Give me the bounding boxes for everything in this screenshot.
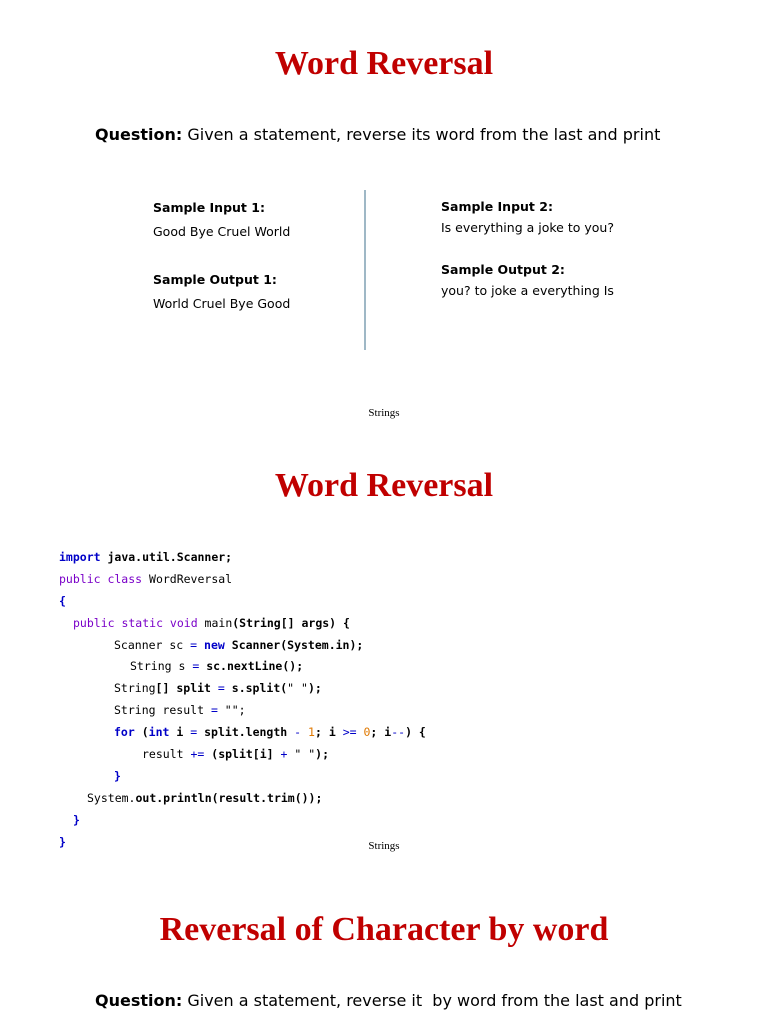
question-text: Given a statement, reverse its word from the last and print: [182, 125, 661, 144]
code-line: System.out.println(result.trim());: [87, 791, 323, 805]
slide1-title: Word Reversal: [274, 45, 494, 82]
slide3-title: Reversal of Character by word: [159, 911, 609, 948]
slide2-title: Word Reversal: [274, 467, 494, 504]
slide3-question: [95, 990, 682, 1012]
slide1-footer: Strings: [368, 407, 400, 419]
code-token: import: [59, 550, 101, 564]
code-line: result += (split[i] + " ");: [142, 747, 330, 761]
column-divider: [364, 190, 366, 350]
question-label: Question:: [95, 125, 183, 144]
question-text: Given a statement, reverse it by word from the last and print: [182, 991, 682, 1010]
sample-input-1-value: Good Bye Cruel World: [153, 224, 291, 239]
code-line: String[] split = s.split(" ");: [114, 681, 322, 695]
sample-output-1-label: Sample Output 1:: [153, 272, 277, 287]
code-line: }: [59, 835, 66, 849]
sample-output-2-value: you? to joke a everything Is: [441, 283, 614, 298]
code-line: for (int i = split.length - 1; i >= 0; i--) {: [114, 725, 426, 739]
sample-input-1-label: Sample Input 1:: [153, 200, 265, 215]
sample-input-2-value: Is everything a joke to you?: [441, 220, 614, 235]
sample-output-2-label: Sample Output 2:: [441, 262, 565, 277]
code-line: String s = sc.nextLine();: [130, 659, 304, 673]
question-label: Question:: [95, 991, 183, 1010]
code-line: {: [59, 594, 66, 608]
code-line: import java.util.Scanner;: [59, 550, 233, 564]
sample-output-1-value: World Cruel Bye Good: [153, 296, 291, 311]
code-line: }: [114, 769, 121, 783]
code-line: String result = "";: [114, 703, 246, 717]
code-line: }: [73, 813, 80, 827]
code-line: Scanner sc = new Scanner(System.in);: [114, 638, 364, 652]
code-line: public class WordReversal: [59, 572, 233, 586]
slide1-question: [95, 124, 660, 146]
sample-input-2-label: Sample Input 2:: [441, 199, 553, 214]
slide2-footer: Strings: [368, 840, 400, 852]
code-line: public static void main(String[] args) {: [73, 616, 350, 630]
